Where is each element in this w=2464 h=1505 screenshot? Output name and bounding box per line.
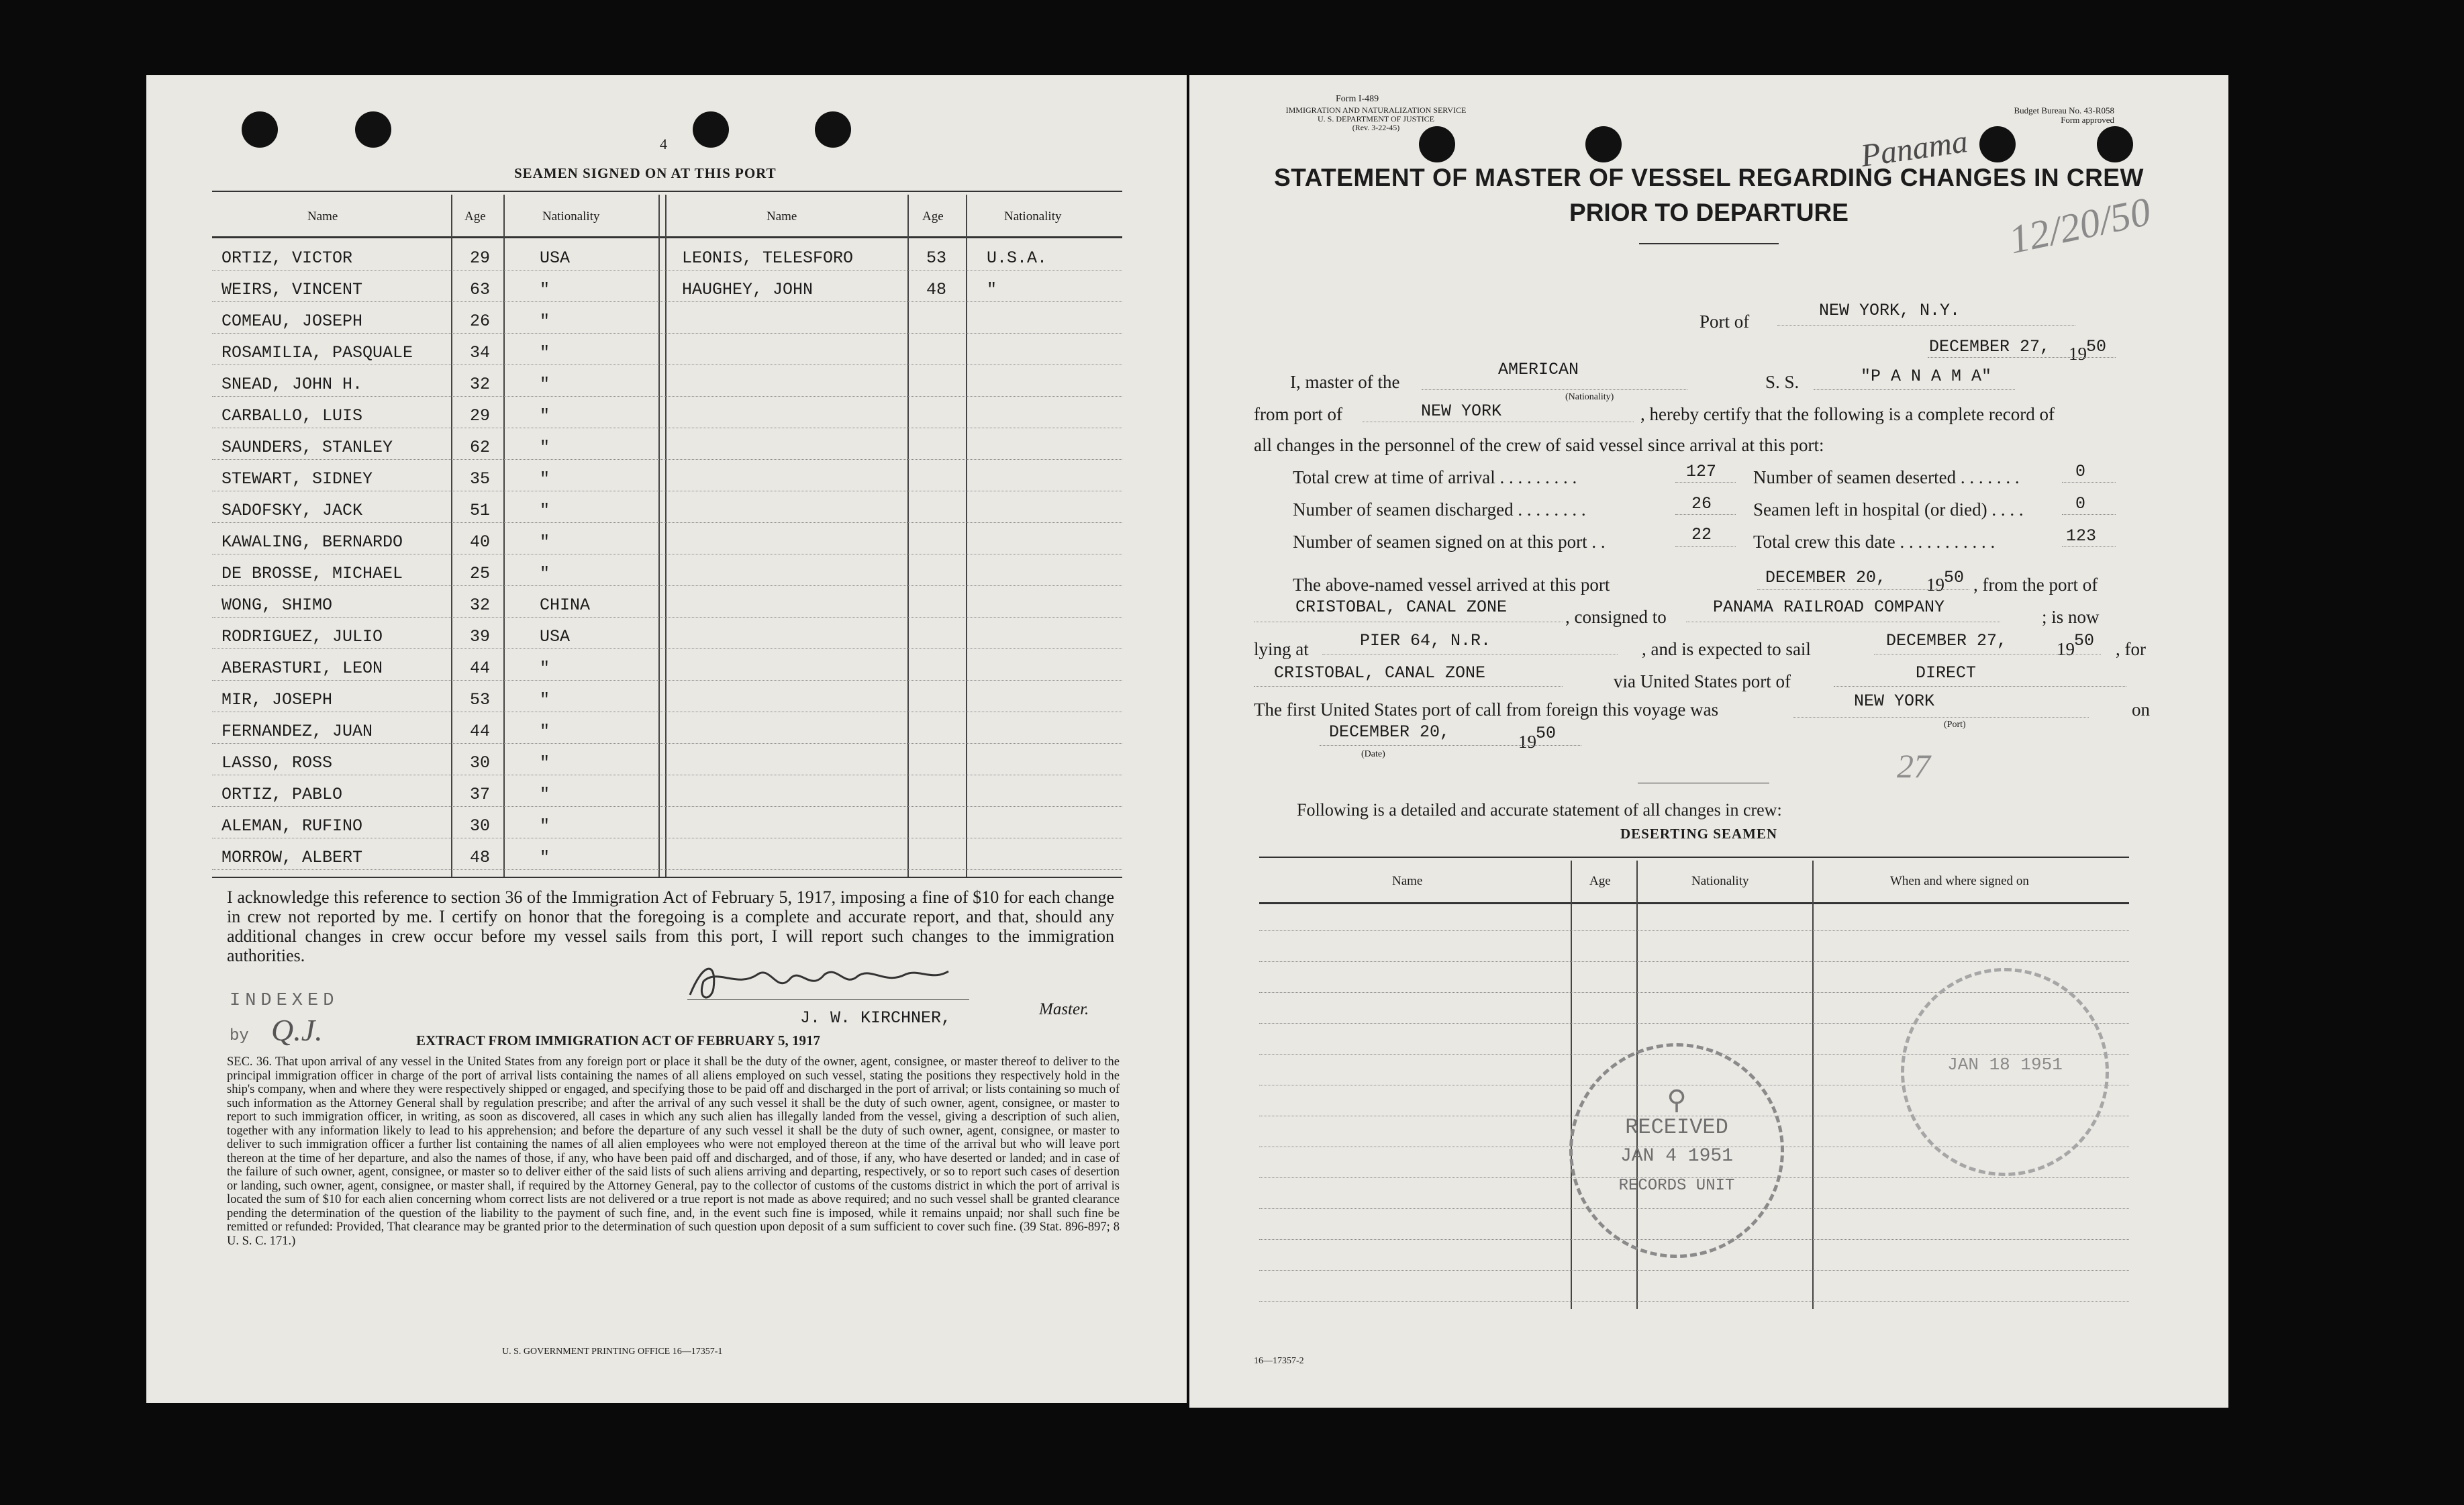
- seaman-age: 32: [470, 595, 491, 615]
- punch-hole: [693, 111, 729, 148]
- seaman-name: LASSO, ROSS: [221, 753, 333, 773]
- from-port-label: from port of: [1254, 404, 1342, 424]
- column-header-nationality: Nationality: [1004, 209, 1062, 224]
- lying-label: lying at: [1254, 639, 1309, 659]
- seaman-age: 44: [470, 659, 491, 678]
- arrived-century: 19: [1926, 575, 1944, 595]
- seaman-nationality: ": [540, 690, 550, 710]
- seaman-age: 40: [470, 532, 491, 552]
- table-row-rule: [212, 680, 1122, 681]
- seaman-name: HAUGHEY, JOHN: [682, 280, 814, 299]
- section-title: SEAMEN SIGNED ON AT THIS PORT: [514, 165, 777, 181]
- first-port-value: NEW YORK: [1854, 691, 1935, 711]
- fill-line: [1793, 717, 2089, 718]
- title-underline: [1639, 243, 1779, 244]
- column-header-nationality: Nationality: [542, 209, 600, 224]
- signature-line: [687, 999, 969, 1000]
- seaman-name: STEWART, SIDNEY: [221, 469, 373, 489]
- seaman-nationality: ": [540, 501, 550, 520]
- form-number: Form I-489: [1336, 94, 1379, 104]
- sail-year: 50: [2074, 631, 2095, 650]
- total-arrival-value: 127: [1686, 462, 1717, 481]
- consigned-label: , consigned to: [1565, 607, 1667, 627]
- seaman-nationality: ": [540, 343, 550, 362]
- first-date-value: DECEMBER 20,: [1329, 722, 1450, 742]
- hospital-label: Seamen left in hospital (or died) . . . .: [1753, 499, 2024, 520]
- date-value: DECEMBER 27,: [1929, 337, 2051, 356]
- seaman-name: MIR, JOSEPH: [221, 690, 333, 710]
- deserted-label: Number of seamen deserted . . . . . . .: [1753, 467, 2020, 487]
- first-date-century: 19: [1518, 732, 1536, 752]
- seaman-name: WEIRS, VINCENT: [221, 280, 363, 299]
- seaman-name: ORTIZ, PABLO: [221, 785, 343, 804]
- date-century: 19: [2069, 344, 2087, 364]
- table-header-rule: [212, 236, 1122, 238]
- table-row-rule: [212, 396, 1122, 397]
- vessel-name: "P A N A M A": [1861, 367, 1992, 386]
- arrived-label: The above-named vessel arrived at this port: [1293, 575, 1610, 595]
- table-row-rule: [212, 459, 1122, 460]
- punch-hole: [1585, 126, 1622, 162]
- seaman-name: KAWALING, BERNARDO: [221, 532, 403, 552]
- right-page: [1189, 75, 2228, 1408]
- extract-title: EXTRACT FROM IMMIGRATION ACT OF FEBRUARY 5, 1917: [416, 1032, 821, 1049]
- indexed-stamp: INDEXED: [230, 991, 339, 1011]
- seaman-nationality: ": [540, 406, 550, 426]
- seaman-nationality: ": [540, 848, 550, 867]
- seaman-nationality: ": [540, 375, 550, 394]
- seaman-age: 30: [470, 816, 491, 836]
- table-row-rule: [212, 648, 1122, 649]
- deserting-title: DESERTING SEAMEN: [1620, 826, 1778, 842]
- seaman-name: DE BROSSE, MICHAEL: [221, 564, 403, 583]
- agency-block: IMMIGRATION AND NATURALIZATION SERVICE U. S. DEPARTMENT OF JUSTICE (Rev. 3-22-45): [1285, 105, 1467, 132]
- deserting-header-age: Age: [1589, 874, 1611, 888]
- fill-line: [1675, 482, 1736, 483]
- table-row-rule: [212, 270, 1122, 271]
- seaman-nationality: ": [540, 816, 550, 836]
- seaman-nationality: USA: [540, 248, 571, 268]
- arrived-year: 50: [1944, 568, 1965, 587]
- date-year: 50: [2086, 337, 2107, 356]
- budget-block: Budget Bureau No. 43-R058 Form approved: [2014, 105, 2114, 125]
- printer-footer: U. S. GOVERNMENT PRINTING OFFICE 16—17357-1: [502, 1347, 723, 1357]
- fill-line: [1254, 686, 1563, 687]
- seaman-age: 53: [926, 248, 947, 268]
- punch-hole: [242, 111, 278, 148]
- deserting-header-name: Name: [1392, 874, 1423, 888]
- seaman-name: COMEAU, JOSEPH: [221, 311, 363, 331]
- nationality-caption: (Nationality): [1565, 392, 1614, 402]
- form-title-line1: STATEMENT OF MASTER OF VESSEL REGARDING CHANGES IN CREW: [1274, 164, 2144, 191]
- table-row-rule: [212, 617, 1122, 618]
- fill-line: [1675, 546, 1736, 547]
- seaman-nationality: ": [540, 753, 550, 773]
- is-now-label: ; is now: [2042, 607, 2100, 627]
- seaman-nationality: ": [540, 785, 550, 804]
- via-label: via United States port of: [1614, 671, 1791, 691]
- seaman-age: 35: [470, 469, 491, 489]
- seaman-nationality: ": [540, 659, 550, 678]
- seaman-name: LEONIS, TELESFORO: [682, 248, 854, 268]
- seaman-nationality: ": [540, 438, 550, 457]
- column-header-name: Name: [307, 209, 338, 224]
- fill-line: [2062, 514, 2116, 515]
- fill-line: [1834, 686, 2126, 687]
- indexed-by-label: by: [230, 1027, 249, 1045]
- seaman-age: 32: [470, 375, 491, 394]
- fill-line: [1422, 389, 1687, 390]
- column-header-age: Age: [922, 209, 944, 224]
- seaman-nationality: U.S.A.: [987, 248, 1048, 268]
- punch-hole: [355, 111, 391, 148]
- seaman-name: WONG, SHIMO: [221, 595, 333, 615]
- form-title-line2: PRIOR TO DEPARTURE: [1569, 199, 1849, 226]
- total-now-value: 123: [2066, 526, 2097, 546]
- port-value: NEW YORK, N.Y.: [1819, 301, 1961, 320]
- left-page: [146, 75, 1187, 1403]
- seaman-name: SAUNDERS, STANLEY: [221, 438, 393, 457]
- seaman-age: 44: [470, 722, 491, 741]
- on-label: on: [2132, 699, 2150, 720]
- seaman-nationality: ": [540, 564, 550, 583]
- table-row-rule: [1259, 961, 2129, 962]
- fill-line: [1757, 589, 1969, 590]
- seaman-age: 29: [470, 406, 491, 426]
- punch-hole: [2097, 126, 2133, 162]
- seaman-nationality: ": [540, 280, 550, 299]
- handwritten-date: 12/20/50: [2005, 189, 2155, 262]
- seaman-age: 63: [470, 280, 491, 299]
- table-row-rule: [212, 333, 1122, 334]
- seaman-age: 53: [470, 690, 491, 710]
- seaman-name: RODRIGUEZ, JULIO: [221, 627, 383, 646]
- table-bottom-rule: [212, 877, 1122, 878]
- sail-date: DECEMBER 27,: [1886, 631, 2008, 650]
- seaman-age: 37: [470, 785, 491, 804]
- master-signature: [677, 955, 831, 1008]
- table-row-rule: [1259, 1301, 2129, 1302]
- port-caption: (Port): [1944, 720, 1966, 730]
- table-row-rule: [212, 743, 1122, 744]
- total-now-label: Total crew this date . . . . . . . . . . .: [1753, 532, 1995, 552]
- form-footer-code: 16—17357-2: [1254, 1356, 1304, 1366]
- total-arrival-label: Total crew at time of arrival . . . . . . . . .: [1293, 467, 1577, 487]
- seaman-name: ROSAMILIA, PASQUALE: [221, 343, 413, 362]
- seaman-name: ORTIZ, VICTOR: [221, 248, 353, 268]
- table-row-rule: [212, 806, 1122, 807]
- seaman-name: FERNANDEZ, JUAN: [221, 722, 373, 741]
- page-number: 4: [660, 136, 667, 152]
- fill-line: [1928, 357, 2116, 358]
- certify-text: , hereby certify that the following is a complete record of: [1640, 404, 2055, 424]
- acknowledgment-text: I acknowledge this reference to section 36 of the Immigration Act of February 5, 1917, imposing a fine of $10 for each change in crew not reported by me. I certify on honor that the foregoing is a complete and accurate report, and that, should any additional changes in crew occur before my vessel sails from this port, I will report such changes to the immigration authorities.: [227, 887, 1114, 965]
- via-port-value: DIRECT: [1916, 663, 1977, 683]
- column-header-age: Age: [464, 209, 486, 224]
- port-label: Port of: [1699, 311, 1750, 332]
- seaman-age: 62: [470, 438, 491, 457]
- discharged-label: Number of seamen discharged . . . . . . . .: [1293, 499, 1586, 520]
- signed-on-label: Number of seamen signed on at this port . .: [1293, 532, 1606, 552]
- hospital-value: 0: [2075, 494, 2086, 514]
- stamp-arrow-icon: ⚲: [1667, 1085, 1687, 1115]
- seaman-name: CARBALLO, LUIS: [221, 406, 363, 426]
- extract-text: SEC. 36. That upon arrival of any vessel in the United States from any foreign port or place it shall be the duty of the owner, agent, consignee, or master thereof to deliver to the principal immigration officer in charge of the port of arrival lists containing the names of all aliens employed on such vessel, stating the positions they respectively hold in the ship's company, when and where they were respectively shipped or engaged, and specifying those to be paid off and discharged in the port of arrival; or lists containing so much of such information as the Attorney General shall by regulation prescribe; and after the arrival of any such vessel it shall be the duty of such owner, agent, consignee, or master to report to such immigration officer, in writing, as soon as discovered, all cases in which any such alien has illegally landed from the vessel, giving a description of such alien, together with any information likely to lead to his apprehension; and before the departure of any such vessel it shall be the duty of such owner, agent, consignee, or master to deliver to such immigration officer a further list containing the names of all alien employees who were not employed thereon at the time of the arrival but who will leave port thereon at the time of her departure, and also the names of those, if any, who have been paid off and discharged, and of those, if any, who have deserted or landed; and in case of the failure of such owner, agent, consignee, or master so to deliver either of the said lists of such aliens arriving and departing, respectively, or so to report such cases of desertion or landing, such owner, agent, consignee, or master shall, if required by the Attorney General, pay to the collector of customs of the customs district in which the port of arrival is located the sum of $10 for each alien concerning whom correct lists are not delivered or a true report is not made as above required; and no such vessel shall be granted clearance pending the determination of the question of the liability to the payment of such fine, and, in the event such fine is imposed, while it remains unpaid; nor shall such fine be remitted or refunded: Provided, That clearance may be granted prior to the determination of such question upon deposit of a sum sufficient to cover such fine. (39 Stat. 896-897; 8 U. S. C. 171.): [227, 1055, 1120, 1248]
- arrived-date: DECEMBER 20,: [1765, 568, 1887, 587]
- seaman-age: 30: [470, 753, 491, 773]
- punch-hole: [1979, 126, 2016, 162]
- master-name: J. W. KIRCHNER,: [800, 1008, 952, 1028]
- for-label: , for: [2116, 639, 2146, 659]
- table-row-rule: [212, 585, 1122, 586]
- first-date-year: 50: [1536, 724, 1557, 743]
- handwritten-number: 27: [1897, 747, 1930, 785]
- seaman-age: 25: [470, 564, 491, 583]
- date-caption: (Date): [1361, 749, 1385, 759]
- fill-line: [1777, 325, 2075, 326]
- seaman-nationality: ": [540, 722, 550, 741]
- table-row-rule: [212, 522, 1122, 523]
- expected-label: , and is expected to sail: [1642, 639, 1811, 659]
- seaman-age: 29: [470, 248, 491, 268]
- column-header-name: Name: [767, 209, 797, 224]
- seaman-name: ALEMAN, RUFINO: [221, 816, 363, 836]
- first-port-label: The first United States port of call from foreign this voyage was: [1254, 699, 1719, 720]
- sail-century: 19: [2057, 639, 2075, 659]
- deserting-header-nationality: Nationality: [1691, 874, 1749, 888]
- table-row-rule: [212, 869, 1122, 870]
- seaman-name: SADOFSKY, JACK: [221, 501, 363, 520]
- discharged-value: 26: [1691, 494, 1712, 514]
- fill-line: [2062, 546, 2116, 547]
- table-row-rule: [1259, 930, 2129, 931]
- fill-line: [1675, 514, 1736, 515]
- seaman-nationality: USA: [540, 627, 571, 646]
- certify-text-2: all changes in the personnel of the crew of said vessel since arrival at this port:: [1254, 435, 1824, 455]
- seaman-nationality: ": [540, 532, 550, 552]
- seaman-age: 48: [926, 280, 947, 299]
- from-port-of-label: , from the port of: [1973, 575, 2098, 595]
- seaman-age: 39: [470, 627, 491, 646]
- indexed-initials: Q.J.: [271, 1013, 323, 1047]
- seaman-age: 26: [470, 311, 491, 331]
- seaman-age: 34: [470, 343, 491, 362]
- seaman-name: SNEAD, JOHN H.: [221, 375, 363, 394]
- punch-hole: [815, 111, 851, 148]
- ss-label: S. S.: [1765, 372, 1800, 392]
- master-label: Master.: [1039, 1000, 1089, 1018]
- deserted-value: 0: [2075, 462, 2086, 481]
- master-of-label: I, master of the: [1290, 372, 1400, 392]
- table-row-rule: [1259, 1270, 2129, 1271]
- received-stamp: ⚲ RECEIVED JAN 4 1951 RECORDS UNIT: [1569, 1043, 1784, 1258]
- table-header-rule: [1259, 902, 2129, 904]
- fill-line: [1320, 745, 1581, 746]
- table-top-rule: [212, 191, 1122, 192]
- fill-line: [2062, 482, 2116, 483]
- seaman-name: MORROW, ALBERT: [221, 848, 363, 867]
- from-port-value: NEW YORK: [1421, 401, 1502, 421]
- seaman-nationality: ": [540, 311, 550, 331]
- seaman-name: ABERASTURI, LEON: [221, 659, 383, 678]
- deserting-header-signed-on: When and where signed on: [1890, 874, 2029, 888]
- destination-value: CRISTOBAL, CANAL ZONE: [1274, 663, 1486, 683]
- from-port-of-value: CRISTOBAL, CANAL ZONE: [1295, 597, 1508, 617]
- seaman-nationality: CHINA: [540, 595, 591, 615]
- seaman-nationality: ": [987, 280, 997, 299]
- date-stamp: JAN 18 1951: [1901, 968, 2109, 1176]
- seaman-age: 48: [470, 848, 491, 867]
- consignee-value: PANAMA RAILROAD COMPANY: [1713, 597, 1945, 617]
- lying-at-value: PIER 64, N.R.: [1360, 631, 1491, 650]
- seaman-age: 51: [470, 501, 491, 520]
- table-top-rule: [1259, 857, 2129, 858]
- table-row-rule: [212, 301, 1122, 302]
- handwritten-note: Panama: [1859, 124, 1970, 174]
- seaman-nationality: ": [540, 469, 550, 489]
- signed-on-value: 22: [1691, 525, 1712, 544]
- fill-line: [1814, 389, 2015, 390]
- nationality-value: AMERICAN: [1498, 360, 1579, 379]
- following-text: Following is a detailed and accurate statement of all changes in crew:: [1297, 800, 1782, 820]
